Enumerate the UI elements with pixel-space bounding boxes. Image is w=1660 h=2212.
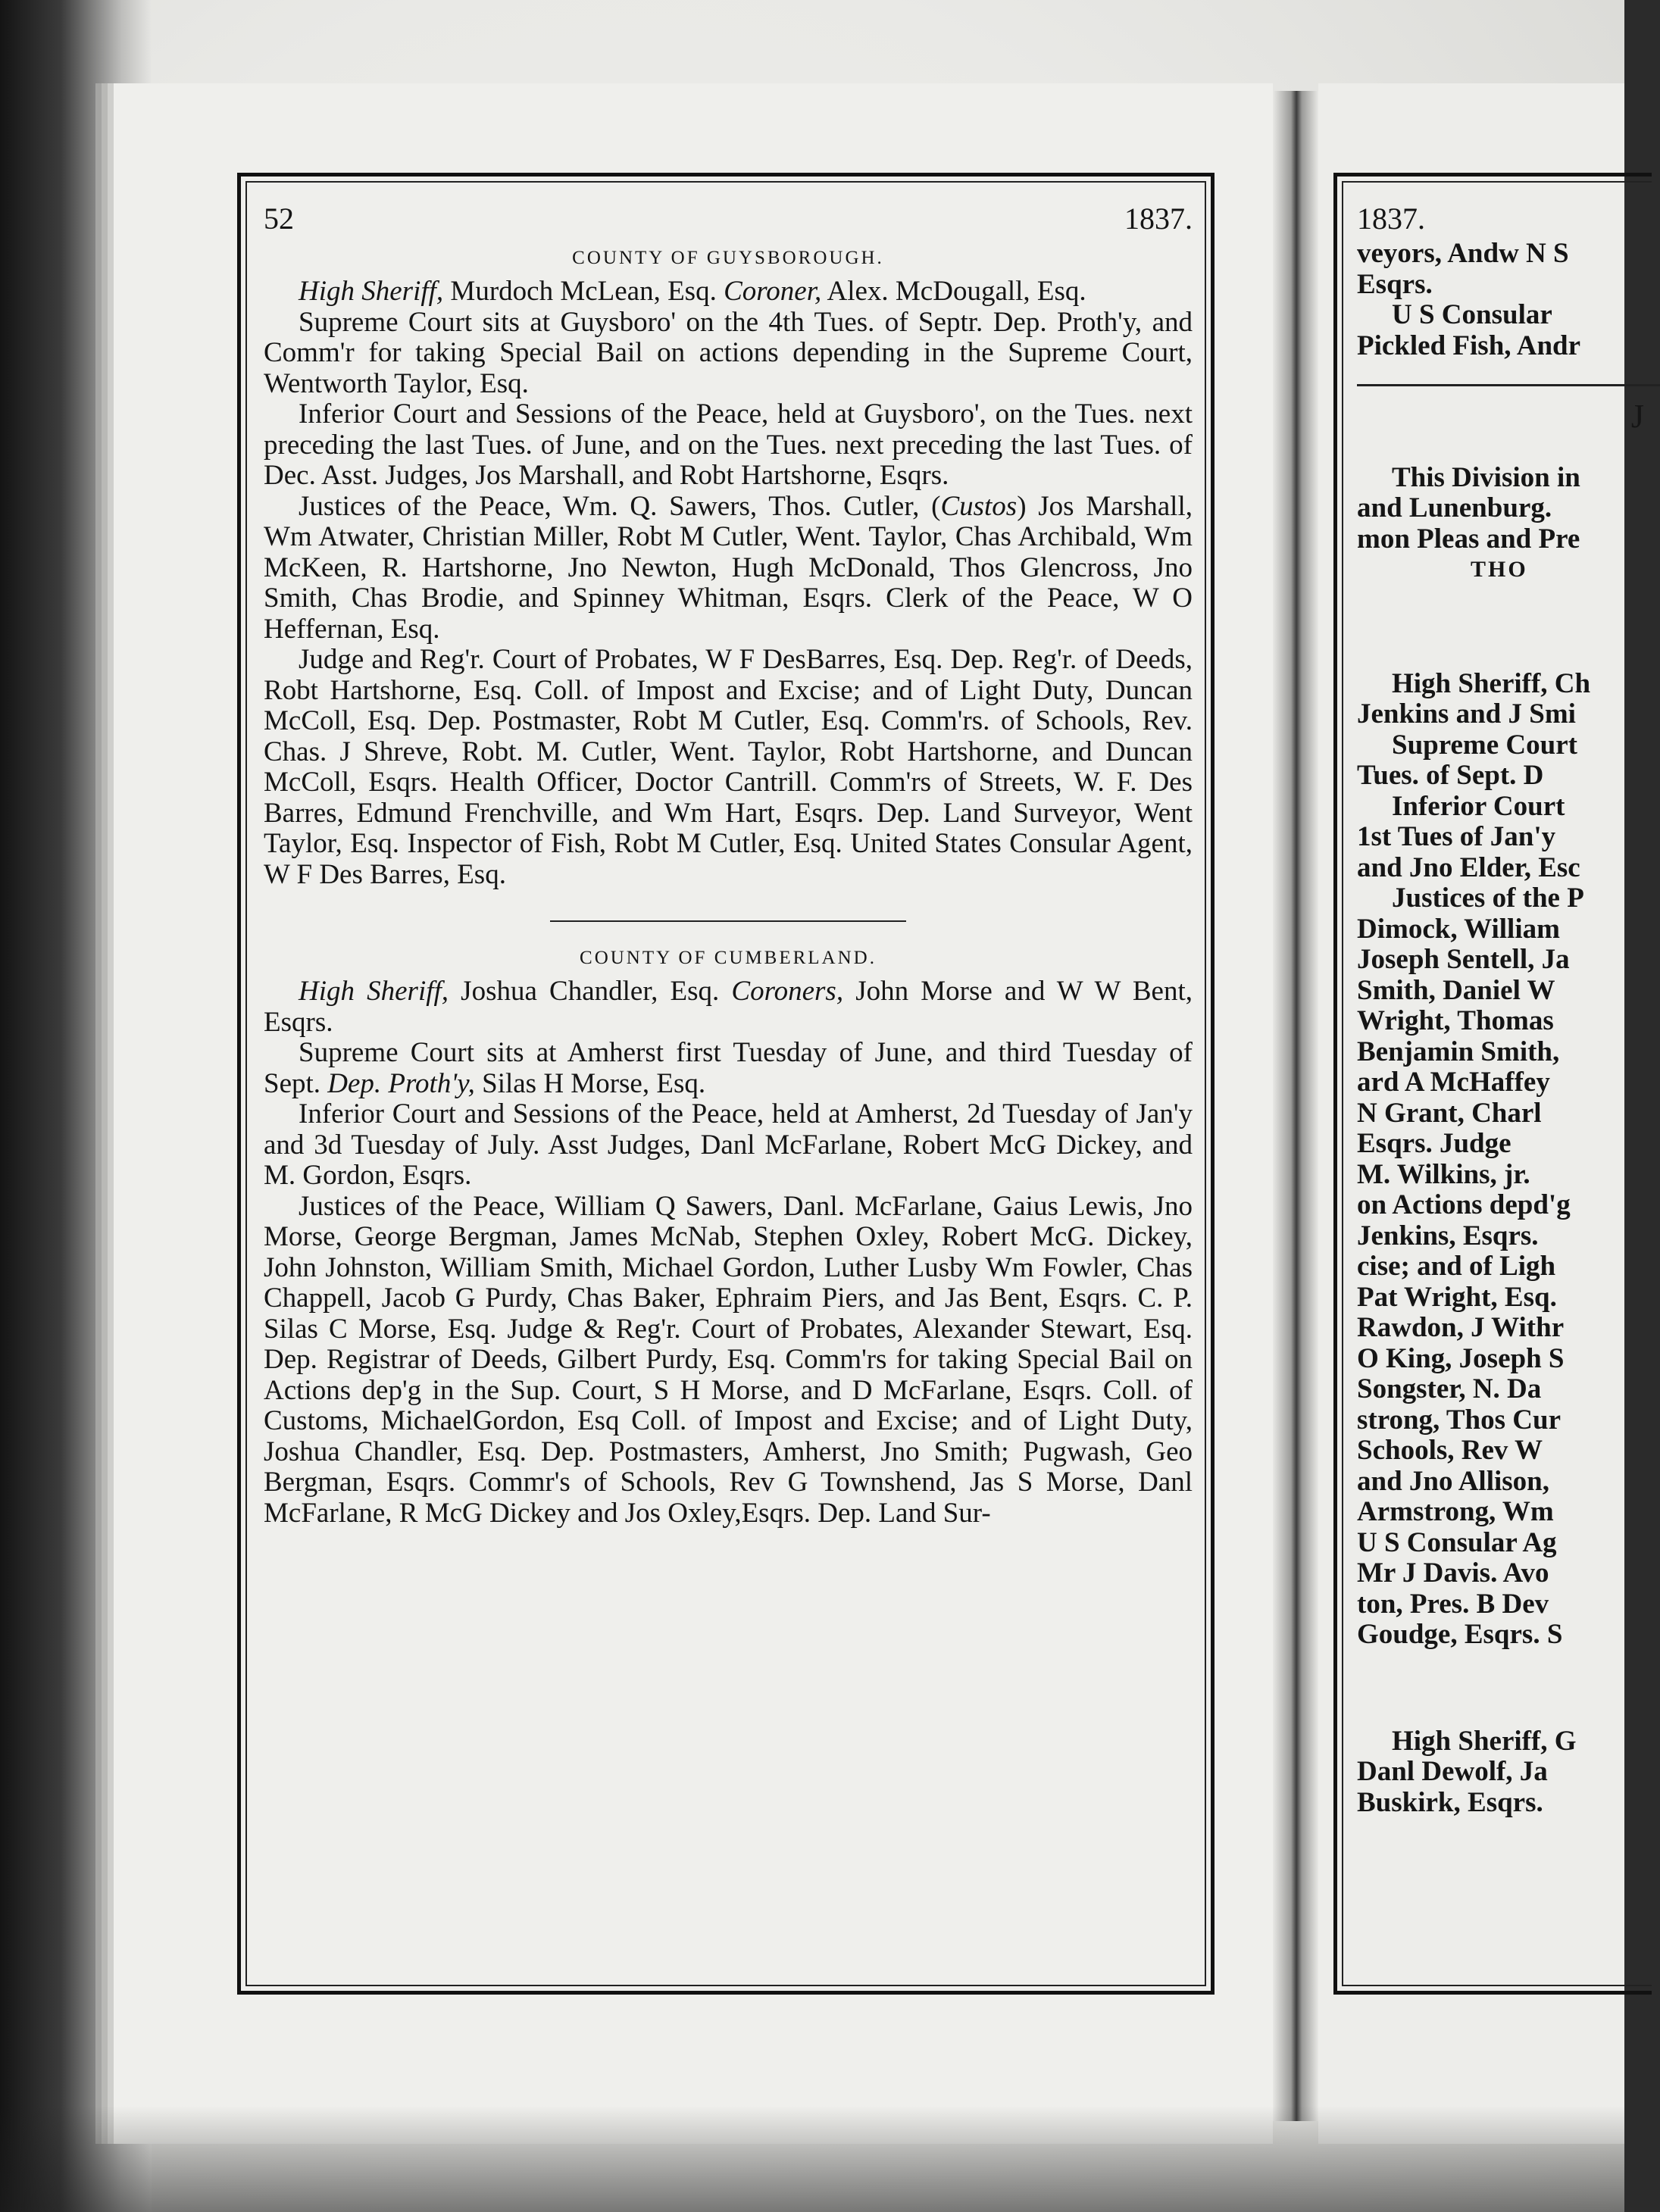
right-line: Songster, N. Da	[1357, 1373, 1542, 1404]
right-line: N Grant, Charl	[1357, 1097, 1542, 1129]
right-line: Mr J Davis. Avo	[1357, 1557, 1549, 1589]
right-line: Pickled Fish, Andr	[1357, 330, 1581, 361]
right-line: High Sheriff, G	[1392, 1725, 1577, 1757]
text-coroners: John Morse and W W Bent, Esqrs.	[264, 976, 1193, 1038]
right-line: Joseph Sentell, Ja	[1357, 944, 1570, 975]
right-line: 1st Tues of Jan'y	[1357, 821, 1556, 852]
right-line: ton, Pres. B Dev	[1357, 1588, 1549, 1620]
paragraph-sheriff	[264, 276, 1193, 308]
text-supreme-2a: Supreme Court sits at Amherst first Tuesday of June, and third Tuesday of Sept.	[264, 1037, 1193, 1099]
paragraph-justices	[264, 492, 1193, 645]
right-line: Pat Wright, Esq.	[1357, 1281, 1557, 1313]
right-line: Inferior Court	[1392, 790, 1565, 822]
right-line: and Lunenburg.	[1357, 492, 1552, 523]
right-line: U S Consular Ag	[1357, 1526, 1557, 1558]
page-number: 52	[264, 202, 294, 236]
right-line: High Sheriff, Ch	[1392, 667, 1591, 699]
paragraph-probates: Judge and Reg'r. Court of Probates, W F DesBarres, Esq. Dep. Reg'r. of Deeds, Robt Hartshorne, Esq. Coll. of Impost and Excise; and of Light Duty, Duncan McColl, Esq. Dep. Postmaster, Robt M Cutler, Esq. Comm'rs. of Schools, Rev. Chas. J Shreve, Robt. M. Cutler, Went. Taylor, Robt Hartshorne, and Duncan McColl, Esqrs. Health Officer, Doctor Cantrill. Comm'rs of Streets, W. F. Des Barres, Edmund Frenchville, and Wm Hart, Esqrs. Dep. Land Surveyor, Went Taylor, Esq. Inspector of Fish, Robt M Cutler, Esq. United States Consular Agent, W F Des Barres, Esq.	[264, 644, 1193, 890]
text-justices-b: ) Jos Marshall, Wm Atwater, Christian Miller, Robt M Cutler, Went. Taylor, Chas Archibald, Wm McKeen, R. Hartshorne, Jno Newton, Hugh McDonald, Thos Glencross, Jno Smith, Chas Brodie, and Spinney Whitman, Esqrs. Clerk of the Peace, W O Heffernan, Esq.	[264, 490, 1193, 645]
label-high-sheriff: High Sheriff,	[299, 276, 444, 307]
right-line: ard A McHaffey	[1357, 1067, 1550, 1098]
right-line: THO	[1471, 557, 1528, 582]
paragraph-justices-2: Justices of the Peace, William Q Sawers, Danl. McFarlane, Gaius Lewis, Jno Morse, George Bergman, James McNab, Stephen Oxley, Robert McG. Dickey, John Johnston, William Smith, Michael Gordon, Luther Lusby Wm Fowler, Chas Chappell, Jacob G Purdy, Chas Baker, Ephraim Piers, and Jas Bent, Esqrs. C. P. Silas C Morse, Esq. Judge & Reg'r. Court of Probates, Alexander Stewart, Esq. Dep. Registrar of Deeds, Gilbert Purdy, Esq. Comm'rs for taking Special Bail on Actions dep'g in the Sup. Court, S H Morse, and D McFarlane, Esqrs. Coll. of Customs, MichaelGordon, Esq Coll. of Impost and Excise; and of Light Duty, Joshua Chandler, Esq. Dep. Postmasters, Amherst, Jno Smith; Pugwash, Geo Bergman, Esqrs. Commr's of Schools, Rev G Townshend, Jas S Morse, Danl McFarlane, R McG Dickey and Jos Oxley,Esqrs. Dep. Land Sur-	[264, 1190, 1193, 1529]
label-high-sheriff-2: High Sheriff,	[299, 976, 449, 1007]
text-justices-a: Justices of the Peace, Wm. Q. Sawers, Thos. Cutler, (	[299, 490, 941, 522]
right-line: Wright, Thomas	[1357, 1005, 1554, 1036]
right-line: mon Pleas and Pre	[1357, 523, 1580, 555]
right-line: Armstrong, Wm	[1357, 1496, 1554, 1527]
right-line: Tues. of Sept. D	[1357, 760, 1544, 791]
right-line: M. Wilkins, jr.	[1357, 1158, 1530, 1190]
right-line: Danl Dewolf, Ja	[1357, 1756, 1548, 1787]
text-sheriff: Murdoch McLean, Esq.	[443, 276, 724, 307]
right-line: Schools, Rev W	[1357, 1435, 1543, 1466]
right-line: Esqrs. Judge	[1357, 1128, 1512, 1159]
right-line: strong, Thos Cur	[1357, 1404, 1562, 1436]
section-divider	[550, 920, 906, 922]
right-line: Smith, Daniel W	[1357, 974, 1555, 1006]
label-custos: Custos	[940, 490, 1018, 522]
text-coroner: Alex. McDougall, Esq.	[821, 276, 1086, 307]
right-line: Goudge, Esqrs. S	[1357, 1619, 1563, 1650]
paragraph-sheriff-cumberland	[264, 976, 1193, 1038]
right-main-text	[1357, 669, 1652, 1651]
right-heading-fragment: J	[1630, 398, 1644, 435]
right-page-frame	[1333, 173, 1652, 1995]
right-line: This Division in	[1392, 461, 1580, 493]
right-running-header	[1357, 204, 1652, 239]
paragraph-inferior-court: Inferior Court and Sessions of the Peace, held at Guysboro', on the Tues. next preceding the last Tues. of June, and on the Tues. next preceding the last Tues. of Dec. Asst. Judges, Jos Marshall, and Robt Hartshorne, Esqrs.	[264, 398, 1193, 491]
right-line: Jenkins, Esqrs.	[1357, 1220, 1539, 1251]
right-line: Jenkins and J Smi	[1357, 698, 1576, 730]
right-bottom-text	[1357, 1726, 1652, 1819]
section-title-cumberland: COUNTY OF CUMBERLAND.	[580, 948, 877, 968]
left-page-frame	[237, 173, 1215, 1995]
label-dep-prothy: Dep. Proth'y,	[327, 1067, 475, 1099]
right-line: O King, Joseph S	[1357, 1342, 1565, 1374]
section-title-guysborough: COUNTY OF GUYSBOROUGH.	[572, 248, 884, 268]
bottom-shadow	[0, 2106, 1624, 2212]
right-divider	[1357, 384, 1660, 386]
paragraph-inferior-court-2: Inferior Court and Sessions of the Peace, held at Amherst, 2d Tuesday of Jan'y and 3d Tuesday of July. Asst Judges, Danl McFarlane, Robert McG Dickey, and M. Gordon, Esqrs.	[264, 1098, 1193, 1191]
right-line: Dimock, William	[1357, 913, 1560, 945]
label-coroners: Coroners,	[731, 976, 844, 1007]
text-sheriff-2: Joshua Chandler, Esq.	[449, 976, 732, 1007]
right-line: veyors, Andw N S	[1357, 238, 1569, 269]
right-page-year: 1837.	[1357, 202, 1425, 236]
page-year: 1837.	[1124, 202, 1193, 236]
left-page-content	[245, 181, 1206, 1986]
right-page-content	[1342, 181, 1652, 1986]
right-line: cise; and of Ligh	[1357, 1251, 1556, 1282]
book-gutter	[1273, 91, 1318, 2121]
spacer	[1357, 1651, 1652, 1726]
text-supreme-2b: Silas H Morse, Esq.	[474, 1067, 706, 1099]
right-line: Benjamin Smith,	[1357, 1036, 1560, 1067]
right-line: and Jno Elder, Esc	[1357, 851, 1580, 883]
right-line: Supreme Court	[1392, 729, 1577, 761]
right-line: Justices of the P	[1392, 883, 1584, 914]
paragraph-supreme-court: Supreme Court sits at Guysboro' on the 4th Tues. of Septr. Dep. Proth'y, and Comm'r for taking Special Bail on actions depending in the Supreme Court, Wentworth Taylor, Esq.	[264, 306, 1193, 399]
paragraph-supreme-court-2	[264, 1038, 1193, 1099]
right-line: and Jno Allison,	[1357, 1465, 1549, 1497]
running-header	[264, 204, 1193, 239]
right-line: Buskirk, Esqrs.	[1357, 1786, 1543, 1818]
label-coroner: Coroner,	[724, 276, 822, 307]
right-line: U S Consular	[1392, 299, 1552, 330]
right-line: Rawdon, J Withr	[1357, 1312, 1565, 1343]
spacer	[1357, 586, 1652, 669]
right-line: on Actions depd'g	[1357, 1189, 1571, 1220]
spacer	[1357, 433, 1652, 463]
right-line: Esqrs.	[1357, 268, 1433, 300]
